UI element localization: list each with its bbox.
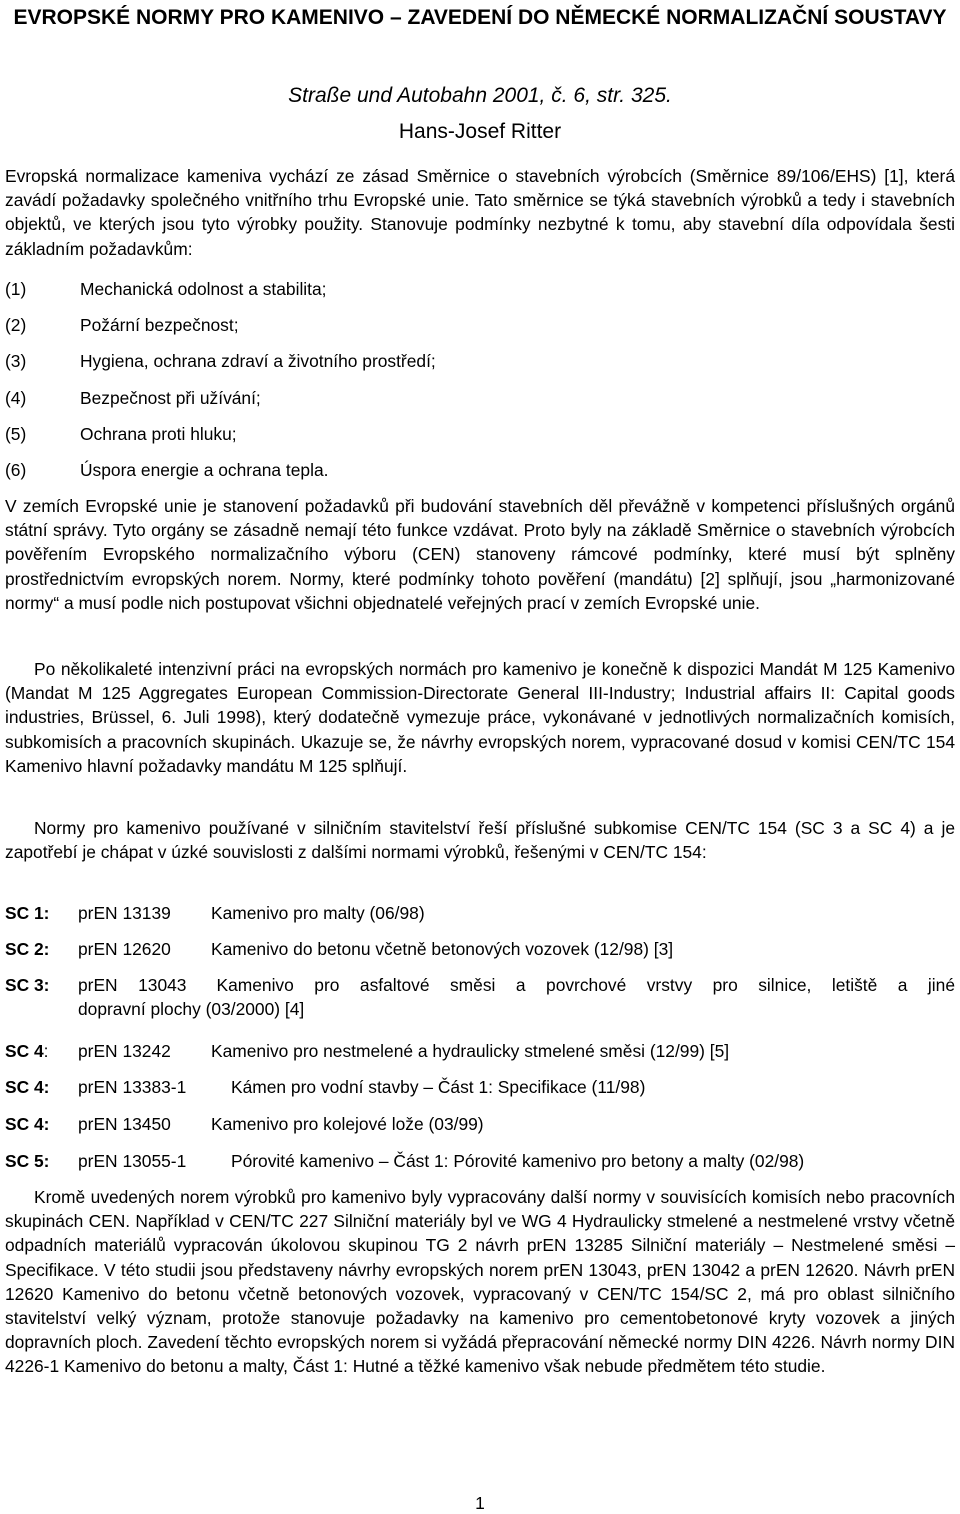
norm-row [5, 901, 955, 925]
source-citation: Straße und Autobahn 2001, č. 6, str. 325. [288, 84, 672, 107]
norm-description: Kámen pro vodní stavby – Část 1: Specifikace (11/98) [231, 1077, 646, 1097]
norm-row [5, 1112, 955, 1136]
requirement-text: Bezpečnost při užívání; [80, 388, 261, 408]
requirement-item [5, 277, 905, 301]
subcommittee-label: SC 3: [5, 975, 50, 995]
norm-code: prEN 13139 [78, 903, 171, 923]
paragraph-mandate: Po několikaleté intenzivní práci na evropských normách pro kamenivo je konečně k dispozici Mandát M 125 Kamenivo (Mandat M 125 Aggregates European Commission-Directorate General III-Industry; Industrial affairs II: Capital goods industries, Brüssel, 6. Juli 1998), který dodatečně vymezuje práce, vykonávané v jednotlivých normalizačních komisích, subkomisích a pracovních skupinách. Ukazuje se, že návrhy evropských norem, vypracované dosud v komisi CEN/TC 154 Kamenivo hlavní požadavky mandátu M 125 splňují. [5, 659, 955, 776]
paragraph-eu-requirements: V zemích Evropské unie je stanovení požadavků při budování stavebních děl převážně v kompetenci příslušných orgánů státní správy. Tyto orgány se zásadně nemají této funkce vzdávat. Proto byly na základě Směrnice o stavebních výrobcích pověřením Evropského normalizačního výboru (CEN) stanoveny rámcové podmínky, které musí být splněny prostřednictvím evropských norem. Normy, které podmínky tohoto pověření (mandátu) [2] splňují, jsou „harmonizované normy“ a musí podle nich postupovat všichni objednatelé veřejných prací v zemích Evropské unie. [5, 496, 955, 613]
norm-code: prEN 12620 [78, 939, 171, 959]
requirement-number: (1) [5, 279, 27, 299]
norm-code: prEN 13043 [78, 975, 187, 995]
requirement-number: (4) [5, 388, 27, 408]
requirement-text: Požární bezpečnost; [80, 315, 239, 335]
requirement-item [5, 349, 905, 373]
norm-description: Kamenivo pro asfaltové směsi a povrchové vrstvy pro silnice, letiště a jiné [216, 975, 955, 995]
requirement-item [5, 386, 905, 410]
norm-row [5, 937, 955, 961]
requirement-text: Mechanická odolnost a stabilita; [80, 279, 327, 299]
page-number: 1 [475, 1493, 485, 1513]
norm-description: Pórovité kamenivo – Část 1: Pórovité kamenivo pro betony a malty (02/98) [231, 1151, 805, 1171]
requirement-number: (2) [5, 315, 27, 335]
norm-code: prEN 13242 [78, 1041, 171, 1061]
norm-description: Kamenivo pro malty (06/98) [211, 903, 425, 923]
document-title: EVROPSKÉ NORMY PRO KAMENIVO – ZAVEDENÍ DO NĚMECKÉ NORMALIZAČNÍ SOUSTAVY [13, 6, 947, 29]
requirement-item [5, 422, 905, 446]
requirement-item [5, 458, 905, 482]
subcommittee-label: SC 2: [5, 939, 50, 959]
subcommittee-label: SC 5: [5, 1151, 50, 1171]
subcommittee-label: SC 4: [5, 1077, 50, 1097]
norm-row [5, 1039, 955, 1063]
requirement-item [5, 313, 905, 337]
norm-description: Kamenivo pro nestmelené a hydraulicky stmelené směsi (12/99) [5] [211, 1041, 730, 1061]
paragraph-subcommittees: Normy pro kamenivo používané v silničním stavitelství řeší příslušné subkomise CEN/TC 154 (SC 3 a SC 4) a je zapotřebí je chápat v úzké souvislosti z dalšími normami výrobků, řešenými v CEN/TC 154: [5, 818, 955, 863]
norm-description: Kamenivo pro kolejové lože (03/99) [211, 1114, 484, 1134]
author-name: Hans-Josef Ritter [398, 120, 562, 143]
norm-code: prEN 13383-1 [78, 1077, 187, 1097]
norm-code: prEN 13450 [78, 1114, 171, 1134]
requirement-number: (5) [5, 424, 27, 444]
norm-row [5, 973, 955, 1021]
norm-row [5, 1075, 955, 1099]
norm-row [5, 1149, 955, 1173]
requirement-text: Úspora energie a ochrana tepla. [80, 460, 329, 480]
requirement-number: (6) [5, 460, 27, 480]
subcommittee-label: SC 4: [5, 1114, 50, 1134]
requirement-text: Ochrana proti hluku; [80, 424, 237, 444]
intro-paragraph: Evropská normalizace kameniva vychází ze zásad Směrnice o stavebních výrobcích (Směrnice 89/106/EHS) [1], která zavádí požadavky společného vnitřního trhu Evropské unie. Tato směrnice se týká stavebních výrobků a tedy i stavebních objektů, ve kterých jsou tyto výrobky použity. Stanovuje podmínky nezbytné k tomu, aby stavební díla odpovídala šesti základním požadavkům: [5, 166, 955, 259]
requirement-text: Hygiena, ochrana zdraví a životního prostředí; [80, 351, 436, 371]
norm-description-continued: dopravní plochy (03/2000) [4] [78, 999, 305, 1019]
paragraph-other-norms: Kromě uvedených norem výrobků pro kamenivo byly vypracovány další normy v souvisících komisích nebo pracovních skupinách CEN. Například v CEN/TC 227 Silniční materiály byl ve WG 4 Hydraulicky stmelené a nestmelené vrstvy včetně odpadních materiálů vypracován úkolovou skupinou TG 2 návrh prEN 13285 Silniční materiály – Nestmelené směsi – Specifikace. V této studii jsou představeny návrhy evropských norem prEN 13043, prEN 13042 a prEN 12620. Návrh prEN 12620 Kamenivo do betonu včetně betonových vozovek, vypracovaný v CEN/TC 154/SC 2, má pro oblast silničního stavitelství velký význam, protože stanovuje požadavky na kamenivo pro cementobetonové kryty vozovek a jiných dopravních ploch. Zavedení těchto evropských norem si vyžádá přepracování německé normy DIN 4226. Návrh normy DIN 4226-1 Kamenivo do betonu a malty, Část 1: Hutné a těžké kamenivo však nebude předmětem této studie. [5, 1187, 955, 1377]
subcommittee-label: SC 1: [5, 903, 50, 923]
requirement-number: (3) [5, 351, 27, 371]
norm-entry-wrapped [78, 973, 955, 1021]
norm-description: Kamenivo do betonu včetně betonových vozovek (12/98) [3] [211, 939, 674, 959]
norm-code: prEN 13055-1 [78, 1151, 187, 1171]
subcommittee-label: SC 4: [5, 1041, 49, 1061]
